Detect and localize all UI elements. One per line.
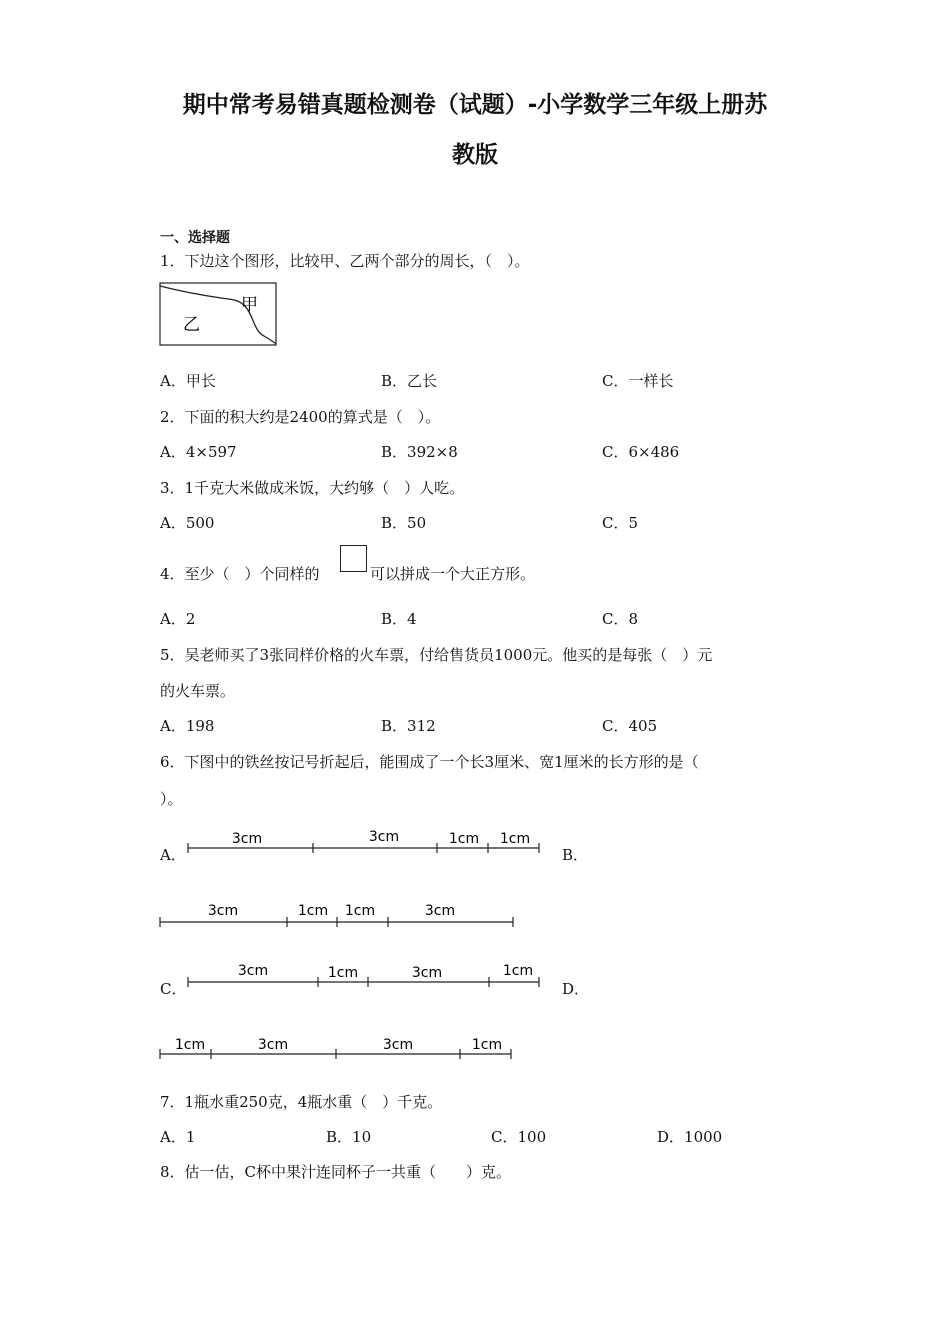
q1-option-c: C．一样长 bbox=[602, 372, 674, 390]
wire-a-seg-1: 3cm bbox=[231, 831, 263, 847]
wire-b-seg-4: 3cm bbox=[424, 903, 456, 919]
q6-stem-line1: 6．下图中的铁丝按记号折起后，能围成了一个长3厘米、宽1厘米的长方形的是（ bbox=[160, 753, 699, 771]
wire-c-seg-1: 3cm bbox=[237, 963, 269, 979]
wire-c-seg-2: 1cm bbox=[327, 965, 359, 981]
q4-option-b: B．4 bbox=[381, 610, 417, 628]
q1-figure bbox=[159, 282, 279, 347]
q4-option-c: C．8 bbox=[602, 610, 639, 628]
q3-stem: 3．1千克大米做成米饭，大约够（ ）人吃。 bbox=[160, 479, 465, 497]
q2-option-b: B．392×8 bbox=[381, 443, 458, 461]
wire-d-seg-4: 1cm bbox=[471, 1037, 503, 1053]
q7-stem: 7．1瓶水重250克，4瓶水重（ ）千克。 bbox=[160, 1093, 443, 1111]
q1-label-jia: 甲 bbox=[241, 295, 258, 315]
q5-option-b: B．312 bbox=[381, 717, 436, 735]
q1-option-b: B．乙长 bbox=[381, 372, 438, 390]
q6-wire-a bbox=[185, 824, 545, 858]
wire-a-seg-2: 3cm bbox=[368, 829, 400, 845]
section-heading: 一、选择题 bbox=[160, 230, 230, 246]
q6-option-label-d: D． bbox=[562, 980, 590, 998]
q3-option-c: C．5 bbox=[602, 514, 639, 532]
q2-option-a: A．4×597 bbox=[160, 443, 237, 461]
q3-option-a: A．500 bbox=[160, 514, 215, 532]
q8-stem: 8．估一估，C杯中果汁连同杯子一共重（ ）克。 bbox=[160, 1163, 512, 1181]
q6-wire-d bbox=[157, 1030, 519, 1064]
wire-a-seg-3: 1cm bbox=[448, 831, 480, 847]
wire-a-seg-4: 1cm bbox=[499, 831, 531, 847]
q5-stem-line2: 的火车票。 bbox=[160, 682, 236, 700]
q1-label-yi: 乙 bbox=[183, 315, 200, 335]
wire-c-seg-3: 3cm bbox=[411, 965, 443, 981]
wire-d-seg-2: 3cm bbox=[257, 1037, 289, 1053]
q4-option-a: A．2 bbox=[160, 610, 196, 628]
q3-option-b: B．50 bbox=[381, 514, 427, 532]
wire-b-seg-1: 3cm bbox=[207, 903, 239, 919]
wire-d-seg-3: 3cm bbox=[382, 1037, 414, 1053]
q2-stem: 2．下面的积大约是2400的算式是（ ）。 bbox=[160, 408, 441, 426]
q1-figure-curve bbox=[160, 286, 276, 344]
q6-option-label-b: B． bbox=[562, 846, 589, 864]
q6-option-label-a: A． bbox=[160, 846, 186, 864]
q5-option-c: C．405 bbox=[602, 717, 658, 735]
q5-stem-line1: 5．吴老师买了3张同样价格的火车票，付给售货员1000元。他买的是每张（ ）元 bbox=[160, 646, 713, 664]
wire-c-seg-4: 1cm bbox=[502, 963, 534, 979]
q7-option-b: B．10 bbox=[326, 1128, 372, 1146]
wire-d-seg-1: 1cm bbox=[174, 1037, 206, 1053]
q6-option-label-c: C． bbox=[160, 980, 187, 998]
q4-square-figure bbox=[340, 545, 367, 572]
q7-option-c: C．100 bbox=[491, 1128, 547, 1146]
page-title-line1: 期中常考易错真题检测卷（试题）-小学数学三年级上册苏 bbox=[182, 92, 768, 118]
q6-stem-line2: ）。 bbox=[160, 790, 183, 808]
page-title-line2: 教版 bbox=[452, 142, 498, 168]
q1-option-a: A．甲长 bbox=[160, 372, 216, 390]
q5-option-a: A．198 bbox=[160, 717, 215, 735]
q7-option-d: D．1000 bbox=[657, 1128, 723, 1146]
q6-wire-b bbox=[157, 896, 519, 930]
q4-stem-before: 4．至少（ ）个同样的 bbox=[160, 565, 320, 583]
wire-b-seg-3: 1cm bbox=[344, 903, 376, 919]
wire-b-seg-2: 1cm bbox=[297, 903, 329, 919]
q4-stem-after: 可以拼成一个大正方形。 bbox=[370, 565, 536, 583]
q2-option-c: C．6×486 bbox=[602, 443, 680, 461]
q7-option-a: A．1 bbox=[160, 1128, 196, 1146]
q6-wire-c bbox=[185, 958, 545, 992]
q1-stem: 1．下边这个图形，比较甲、乙两个部分的周长，（ ）。 bbox=[160, 252, 530, 270]
q1-figure-border bbox=[160, 283, 276, 345]
